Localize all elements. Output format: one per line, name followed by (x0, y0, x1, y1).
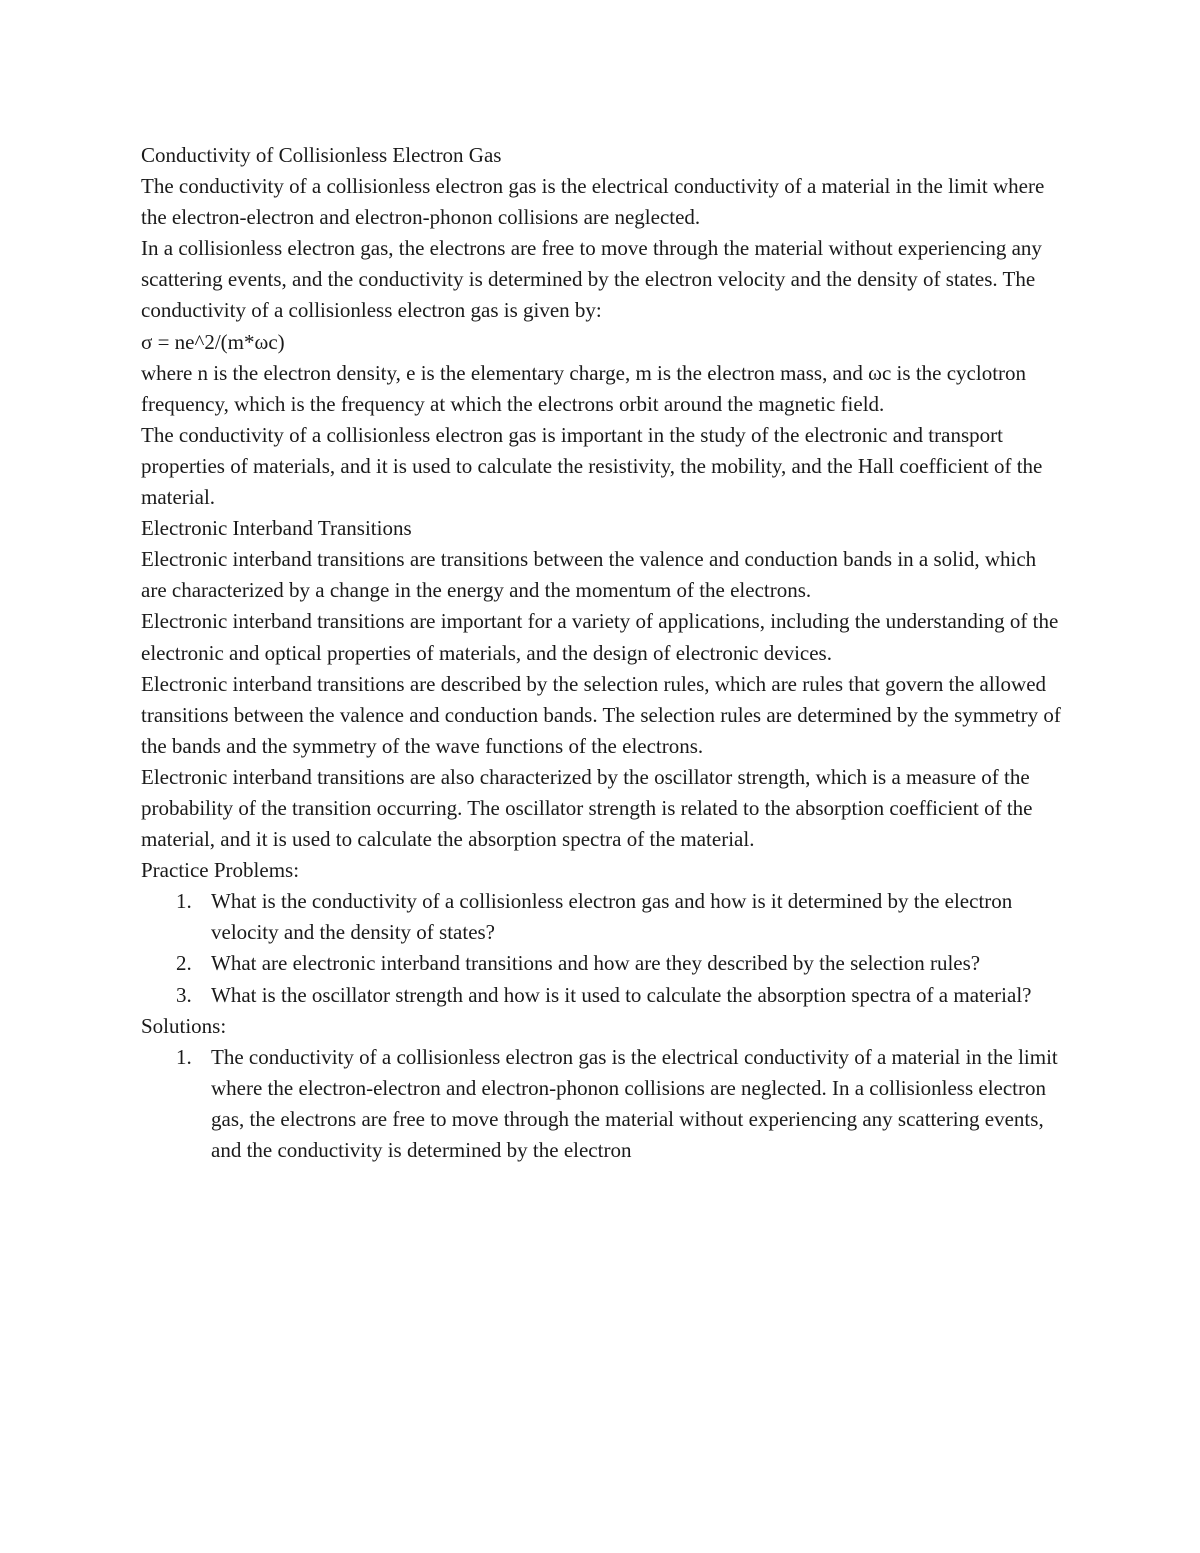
paragraph: Electronic interband transitions are described by the selection rules, which are rules that govern the allowed transitions between the valence and conduction bands. The selection rules are determined by the symmetry of the bands and the symmetry of the wave functions of the electrons. (141, 671, 1061, 758)
paragraph: where n is the electron density, e is the elementary charge, m is the electron mass, and ωc is the cyclotron frequency, which is the frequency at which the electrons orbit around the magnetic field. (141, 360, 1027, 416)
paragraph: Electronic interband transitions are important for a variety of applications, including the understanding of the electronic and optical properties of materials, and the design of electronic devices. (141, 609, 1059, 665)
paragraph: The conductivity of a collisionless electron gas is the electrical conductivity of a material in the limit where the electron-electron and electron-phonon collisions are neglected. (141, 174, 1045, 230)
paragraph: Electronic interband transitions are transitions between the valence and conduction bands in a solid, which are characterized by a change in the energy and the momentum of the electrons. (141, 547, 1037, 603)
solutions-heading: Solutions: (141, 1013, 227, 1038)
list-item (141, 1042, 1063, 1166)
document-page (141, 140, 1063, 1166)
list-number: 1. (176, 1044, 192, 1069)
formula: σ = ne^2/(m*ωc) (141, 329, 285, 354)
practice-problems-heading: Practice Problems: (141, 858, 300, 883)
solutions-list (141, 1042, 1063, 1166)
list-number: 2. (176, 951, 192, 976)
list-number: 1. (176, 889, 192, 914)
list-item-text: What is the oscillator strength and how is it used to calculate the absorption spectra of a material? (211, 982, 1032, 1007)
list-item (141, 886, 1063, 948)
list-item (141, 980, 1063, 1011)
paragraph: The conductivity of a collisionless electron gas is important in the study of the electronic and transport properties of materials, and it is used to calculate the resistivity, the mobility, and the Hall coefficient of the material. (141, 422, 1043, 510)
paragraph: In a collisionless electron gas, the electrons are free to move through the material without experiencing any scattering events, and the conductivity is determined by the electron velocity and the density of states. The conductivity of a collisionless electron gas is given by: (141, 236, 1042, 323)
list-item-text: The conductivity of a collisionless electron gas is the electrical conductivity of a material in the limit where the electron-electron and electron-phonon collisions are neglected. In a collisionless electron gas, the electrons are free to move through the material without experiencing any scattering events, and the conductivity is determined by the electron (211, 1044, 1058, 1162)
paragraph: Electronic interband transitions are also characterized by the oscillator strength, which is a measure of the probability of the transition occurring. The oscillator strength is related to the absorption coefficient of the material, and it is used to calculate the absorption spectra of the material. (141, 764, 1033, 852)
list-item (141, 948, 1063, 979)
section-heading-conductivity: Conductivity of Collisionless Electron Gas (141, 143, 502, 167)
section-heading-interband: Electronic Interband Transitions (141, 516, 412, 541)
list-number: 3. (176, 982, 192, 1007)
list-item-text: What are electronic interband transitions and how are they described by the selection rules? (211, 951, 981, 976)
list-item-text: What is the conductivity of a collisionless electron gas and how is it determined by the electron velocity and the density of states? (211, 889, 1013, 945)
practice-problems-list (141, 886, 1063, 1010)
